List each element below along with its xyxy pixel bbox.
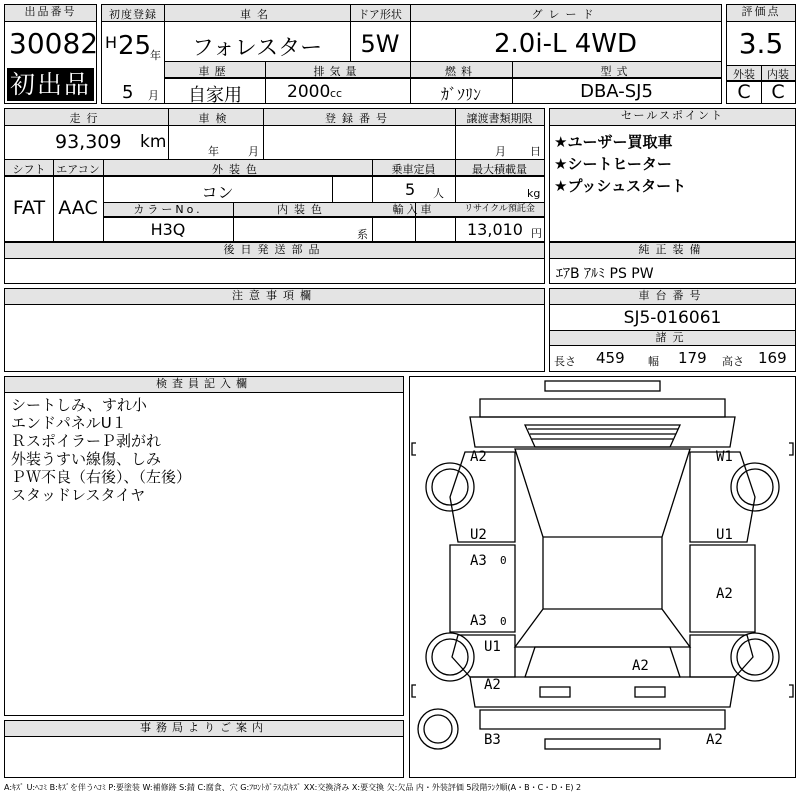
car-diagram [409,376,796,778]
ac-label: エアコン [56,163,100,176]
score-label: 評価点 [727,5,795,22]
grade-label: グレード [531,8,600,21]
inspector-note: ＰＷ不良（右後）、（左後） [11,468,192,486]
model-label: 型式 [600,65,633,78]
length-value: 459 [596,349,625,367]
inspector-note: ＲスポイラーＰ剥がれ [11,432,162,450]
int-color-unit: 系 [357,228,368,241]
displacement-unit: cc [330,87,343,100]
equipment-box [549,242,796,284]
inspection-year-unit: 年 [208,145,219,158]
length-label: 長さ [554,355,576,368]
sales-point: ★プッシュスタート [554,177,687,195]
damage-mark: A3 [470,553,487,569]
notes-box [4,288,545,372]
chassis-number: SJ5-016061 [623,308,722,328]
width-value: 179 [678,349,707,367]
dimensions-label: 諸元 [550,331,795,346]
car-name: フォレスター [191,36,323,61]
capacity-label: 乗車定員 [391,163,436,176]
score-box [726,4,796,104]
later-parts-box [4,242,545,284]
office-label: 事務局よりご案内 [5,721,403,737]
damage-mark: A2 [716,586,733,602]
transfer-month-unit: 月 [495,145,506,158]
int-color-label: 内装色 [277,203,328,216]
damage-mark: U2 [470,527,487,543]
mileage-label: 走行 [69,112,104,125]
first-listing-badge: 初出品 [7,68,94,101]
capacity: 5 [405,180,416,199]
shift-label: シフト [12,163,46,176]
exterior-grade: C [737,81,751,103]
sales-point: ★ユーザー買取車 [554,133,673,151]
lot-no-label: 出品番号 [5,5,96,22]
inspector-box [4,376,404,716]
load-unit: kg [527,187,541,200]
sales-point: ★シートヒーター [554,155,672,173]
door-type: 5W [360,30,400,58]
legend: A:ｷｽﾞ U:ﾍｺﾐ B:ｷｽﾞを伴うﾍｺﾐ P:要塗装 W:補修跡 S:錆 C:腐食、穴 G:ﾌﾛﾝﾄｶﾞﾗｽ点ｷｽﾞ XX:交換済み X:要交換 欠:欠品 内・外装評価 5段階ﾗﾝｸ順(A・B・C・D・E) 2 [4,783,582,792]
era: H [105,33,118,52]
shift: FAT [12,197,46,219]
damage-mark: A2 [632,658,649,674]
exterior-label: 外装 [733,68,755,81]
mileage: 93,309 [55,131,122,153]
first-reg-month: 5 [122,82,134,103]
body-color: コン [201,183,234,202]
color-label: 外装色 [212,163,263,176]
height-label: 高さ [722,355,744,368]
inspector-note: 外装うすい線傷、しみ [11,450,162,468]
damage-mark: W1 [716,449,733,465]
recycle-fee: 13,010 [467,220,523,239]
inspector-note: シートしみ、すれ小 [11,396,147,414]
damage-mark: A2 [470,449,487,465]
color-no-label: カラーNo. [133,203,203,216]
score: 3.5 [738,27,784,60]
damage-mark: U1 [484,639,501,655]
interior-grade: C [771,81,785,103]
history: 自家用 [188,85,242,106]
reg-no-label: 登録番号 [325,112,393,125]
interior-label: 内装 [767,68,789,81]
import-label: 輸入車 [392,203,435,216]
damage-mark: B3 [484,732,501,748]
zero-mark: 0 [500,615,507,628]
sales-points-label: セールスポイント [550,109,795,126]
door-label: ドア形状 [358,8,402,21]
lot-no: 30082 [9,27,99,60]
inspection-month-unit: 月 [248,145,259,158]
main-header-box [101,4,722,104]
height-value: 169 [758,349,787,367]
capacity-unit: 人 [433,187,444,200]
recycle-label: リサイクル預託金 [464,204,535,214]
fuel-label: 燃料 [445,65,477,78]
inspector-note: スタッドレスタイヤ [11,486,146,504]
damage-mark: U1 [716,527,733,543]
later-parts-label: 後日発送部品 [5,243,544,259]
equipment-label: 純正装備 [550,243,795,259]
zero-mark: 0 [500,554,507,567]
ac: AAC [58,197,98,219]
inspector-note: エンドパネルU１ [11,414,127,432]
history-label: 車歴 [198,65,231,78]
grade: 2.0i-L 4WD [494,29,637,59]
model: DBA-SJ5 [580,81,653,102]
inspector-label: 検査員記入欄 [5,377,403,393]
damage-mark: A3 [470,613,487,629]
lot-box [4,4,97,104]
year-unit: 年 [150,49,161,62]
width-label: 幅 [648,355,659,368]
load-label: 最大積載量 [472,163,527,176]
equipment-value: ｴｱB ｱﾙﾐ PS PW [556,266,654,282]
sales-points-box [549,108,796,242]
details-box [4,108,545,242]
displacement-label: 排気量 [313,65,362,78]
car-outline-icon [410,377,795,777]
car-name-label: 車名 [240,8,274,21]
color-no: H3Q [150,220,186,239]
chassis-label: 車台番号 [550,289,795,305]
first-reg-year: 25 [118,31,152,61]
damage-mark: A2 [706,732,723,748]
inspection-label: 車検 [198,112,233,125]
fuel: ｶﾞｿﾘﾝ [440,85,481,104]
office-box [4,720,404,778]
damage-mark: A2 [484,677,501,693]
transfer-day-unit: 日 [530,145,541,158]
mileage-unit: km [140,132,167,152]
recycle-unit: 円 [531,227,542,240]
transfer-label: 譲渡書類期限 [466,112,533,125]
month-unit: 月 [148,89,159,102]
displacement: 2000 [287,82,331,102]
notes-label: 注意事項欄 [5,289,544,305]
chassis-box [549,288,796,372]
first-reg-label: 初度登録 [109,8,157,21]
